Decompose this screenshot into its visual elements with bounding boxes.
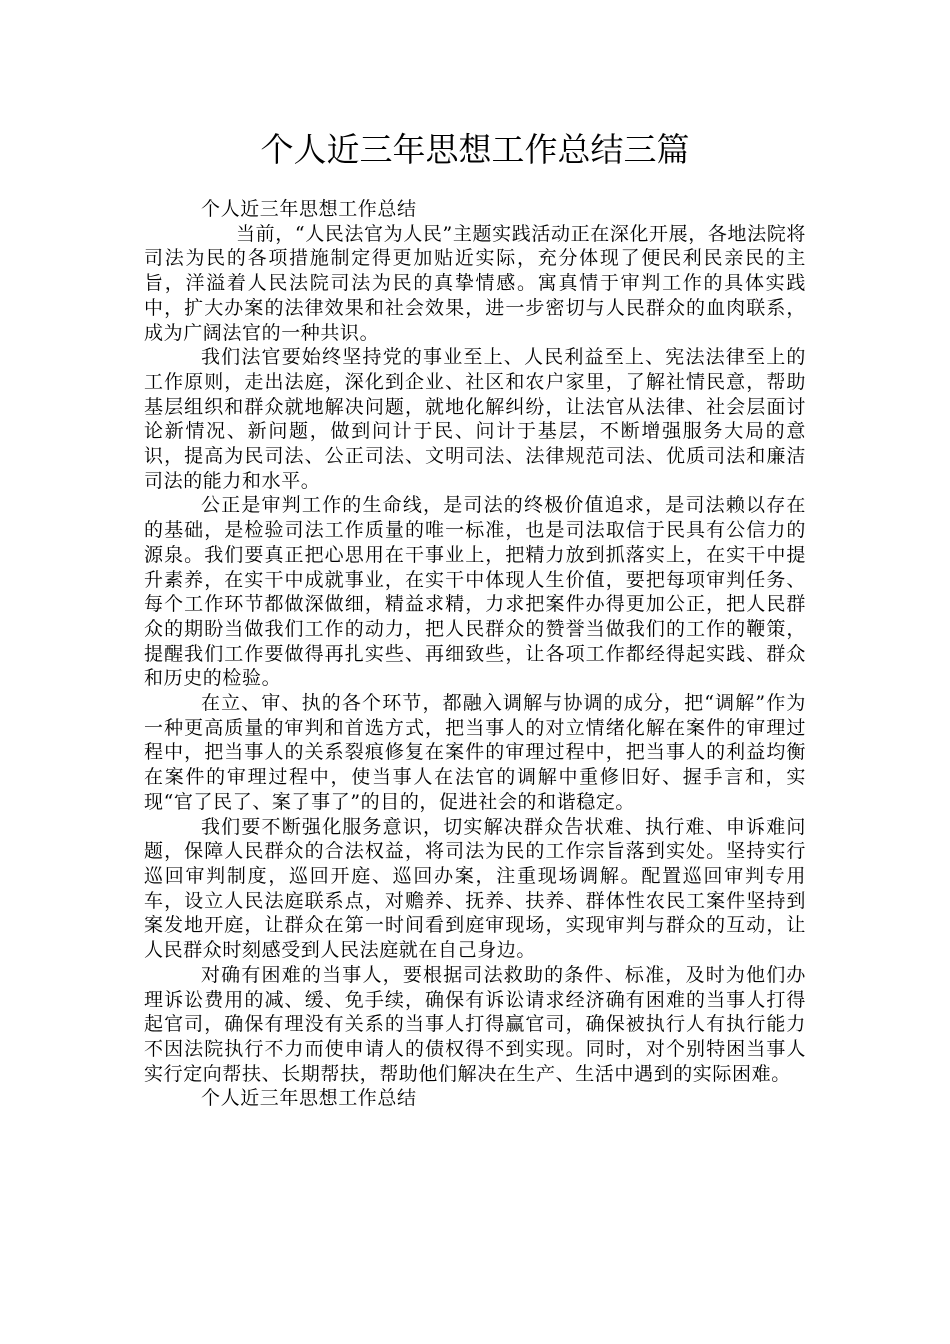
document-title: 个人近三年思想工作总结三篇: [260, 130, 690, 169]
document-body: [144, 197, 806, 1111]
body-paragraph: 当前，“人民法官为人民”主题实践活动正在深化开展，各地法院将司法为民的各项措施制定得更加贴近实际，充分体现了便民利民亲民的主旨，洋溢着人民法院司法为民的真挚情感。寓真情于审判工作的具体实践中，扩大办案的法律效果和社会效果，进一步密切与人民群众的血肉联系，成为广阔法官的一种共识。: [144, 222, 806, 344]
section-heading: 个人近三年思想工作总结: [201, 198, 417, 220]
body-paragraph: 我们法官要始终坚持党的事业至上、人民利益至上、宪法法律至上的工作原则，走出法庭，深化到企业、社区和农户家里，了解社情民意，帮助基层组织和群众就地解决问题，就地化解纠纷，让法官从法律、社会层面讨论新情况、新问题，做到问计于民、问计于基层，不断增强服务大局的意识，提高为民司法、公正司法、文明司法、法律规范司法、优质司法和廉洁司法的能力和水平。: [144, 346, 806, 492]
body-paragraph: 对确有困难的当事人，要根据司法救助的条件、标准，及时为他们办理诉讼费用的减、缓、免手续，确保有诉讼请求经济确有困难的当事人打得起官司，确保有理没有关系的当事人打得赢官司，确保被执行人有执行能力不因法院执行不力而使申请人的债权得不到实现。同时，对个别特困当事人实行定向帮扶、长期帮扶，帮助他们解决在生产、生活中遇到的实际困难。: [144, 963, 806, 1085]
body-paragraph: 我们要不断强化服务意识，切实解决群众告状难、执行难、申诉难问题，保障人民群众的合法权益，将司法为民的工作宗旨落到实处。坚持实行巡回审判制度，巡回开庭、巡回办案，注重现场调解。配置巡回审判专用车，设立人民法庭联系点，对赡养、抚养、扶养、群体性农民工案件坚持到案发地开庭，让群众在第一时间看到庭审现场，实现审判与群众的互动，让人民群众时刻感受到人民法庭就在自己身边。: [144, 815, 806, 962]
body-paragraph: 在立、审、执的各个环节，都融入调解与协调的成分，把“调解”作为一种更高质量的审判和首选方式，把当事人的对立情绪化解在案件的审理过程中，把当事人的关系裂痕修复在案件的审理过程中，把当事人的利益均衡在案件的审理过程中，使当事人在法官的调解中重修旧好、握手言和，实现“官了民了、案了事了”的目的，促进社会的和谐稳定。: [144, 692, 806, 813]
body-paragraph: 公正是审判工作的生命线，是司法的终极价值追求，是司法赖以存在的基础，是检验司法工作质量的唯一标准，也是司法取信于民具有公信力的源泉。我们要真正把心思用在干事业上，把精力放到抓落实上，在实干中提升素养，在实干中成就事业，在实干中体现人生价值，要把每项审判任务、每个工作环节都做深做细，精益求精，力求把案件办得更加公正，把人民群众的期盼当做我们工作的动力，把人民群众的赞誉当做我们的工作的鞭策，提醒我们工作要做得再扎实些、再细致些，让各项工作都经得起实践、群众和历史的检验。: [144, 494, 806, 690]
section-heading: 个人近三年思想工作总结: [201, 1087, 417, 1110]
